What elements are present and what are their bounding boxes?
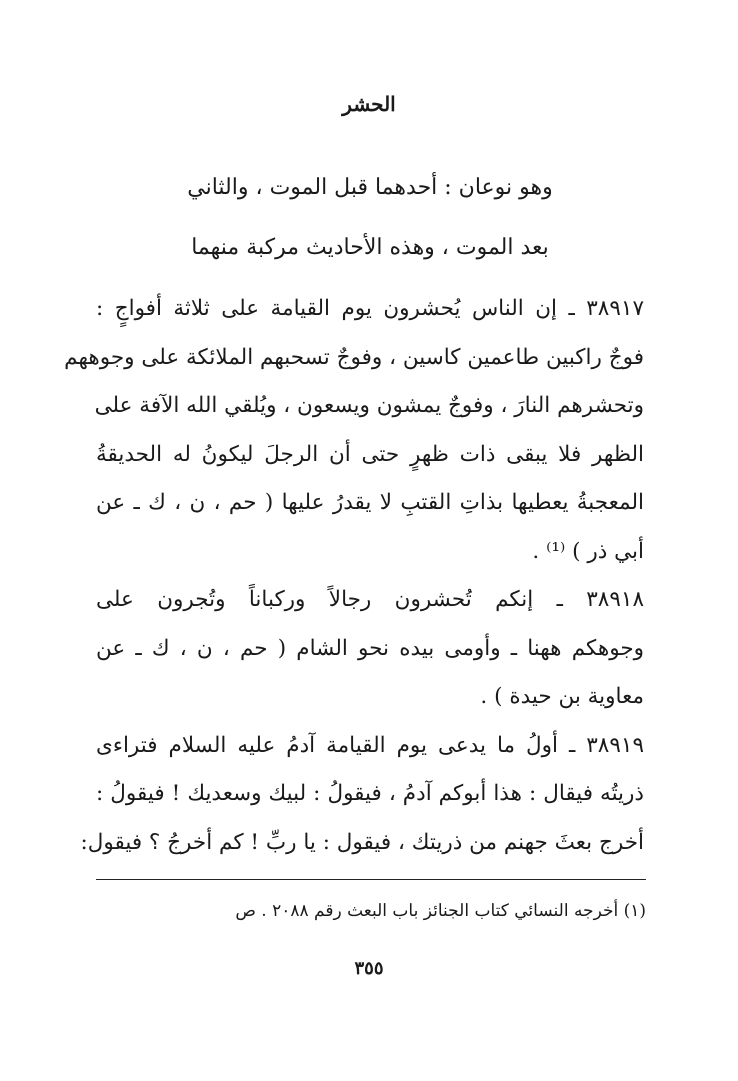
hadith-38919 [80, 722, 644, 868]
intro-line: بعد الموت ، وهذه الأحاديث مركبة منهما [191, 235, 549, 260]
hadith-line: ذريتُه فيقال : هذا أبوكم آدمُ ، فيقولُ : لبيك وسعديك ! فيقولُ : [96, 781, 644, 806]
hadith-line: معاوية بن حيدة ) . [480, 684, 644, 709]
hadith-line: فوجٌ راكبين طاعمين كاسين ، وفوجٌ تسحبهم الملائكة على وجوههم [64, 344, 644, 370]
hadith-38917 [64, 285, 644, 576]
intro-line: وهو نوعان : أحدهما قبل الموت ، والثاني [187, 175, 553, 200]
hadith-line: وتحشرهم النارَ ، وفوجٌ يمشون ويسعون ، ويُلقي الله الآفة على [94, 393, 644, 418]
hadith-line: ٣٨٩١٧ ـ إن الناس يُحشرون يوم القيامة على ثلاثة أفواجٍ : [96, 296, 644, 321]
hadith-body [64, 285, 644, 867]
hadith-line: ٣٨٩١٩ ـ أولُ ما يدعى يوم القيامة آدمُ عليه السلام فتراءى [96, 732, 644, 758]
footnote-divider [96, 879, 646, 880]
hadith-38918 [96, 576, 644, 722]
intro-text [150, 158, 590, 278]
hadith-line: وجوهكم ههنا ـ وأومى بيده نحو الشام ( حم ، ن ، ك ـ عن [96, 635, 644, 661]
hadith-line: الظهر فلا يبقى ذات ظهرٍ حتى أن الرجلَ ليكونُ له الحديقةُ [96, 441, 644, 467]
page-number: ٣٥٥ [354, 958, 384, 979]
hadith-line: المعجبةُ يعطيها بذاتِ القتبِ لا يقدرُ عليها ( حم ، ن ، ك ـ عن [96, 490, 644, 515]
running-title: الحشر [342, 92, 396, 116]
hadith-line: أخرج بعثَ جهنم من ذريتك ، فيقول : يا ربِّ ! كم أخرجُ ؟ فيقول: [80, 829, 644, 855]
footnote: (١) أخرجه النسائي كتاب الجنائز باب البعث رقم ٢٠٨٨ . ص [235, 901, 646, 921]
hadith-line: ٣٨٩١٨ ـ إنكم تُحشرون رجالاً وركباناً وتُجرون على [96, 587, 644, 612]
hadith-line: أبي ذر ) ⁽¹⁾ . [532, 538, 644, 564]
